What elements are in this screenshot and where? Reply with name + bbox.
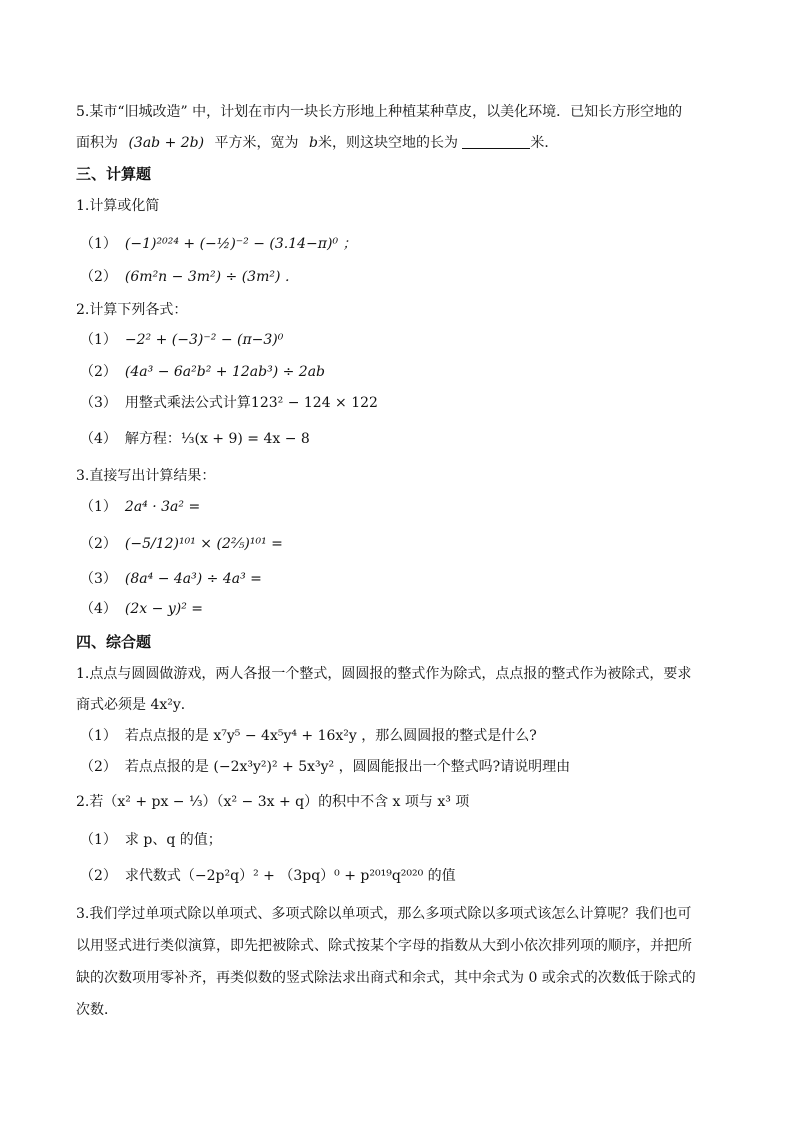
item-expr: −2² + (−3)⁻² − (π−3)⁰ [124,332,284,348]
s3-p3-item2 [80,534,283,554]
s3-p1-title: 1.计算或化简 [76,198,160,214]
s4-p2-item2 [80,866,456,886]
q5-text-d: 米． [530,135,559,151]
item-expr: (6m²n − 3m²) ÷ (3m²) ． [124,269,299,285]
item-expr: 解方程：⅓(x + 9) = 4x − 8 [124,431,310,447]
q5-line2 [76,133,558,153]
s3-p3-item3 [80,569,262,589]
section4-heading: 四、综合题 [76,633,152,651]
q5-text-b: 平方米，宽为 [214,135,299,151]
item-label: （2） [80,536,117,552]
item-label: （1） [80,832,117,848]
item-label: （4） [80,601,117,617]
s3-p3-title: 3.直接写出计算结果： [76,468,216,484]
item-label: （4） [80,431,117,447]
s4-p3-line3: 缺的次数项用零补齐，再类似数的竖式除法求出商式和余式，其中余式为 0 或余式的次数低于除式的 [76,970,696,986]
s3-p2-item1 [80,330,283,350]
s4-p3-line2: 以用竖式进行类似演算，即先把被除式、除式按某个字母的指数从大到小依次排列项的顺序，并把所 [76,938,692,954]
q5-area-expr: (3ab + 2b) [128,135,205,151]
item-expr: (8a⁴ − 4a³) ÷ 4a³ = [124,571,262,587]
item-label: （1） [80,332,117,348]
s3-p1-item2 [80,267,299,287]
s4-p1-line2: 商式必须是 4x²y． [76,697,195,713]
item-label: （1） [80,499,117,515]
s3-p2-item4 [80,429,310,449]
s3-p2-title: 2.计算下列各式： [76,302,188,318]
s3-p3-item1 [80,497,200,517]
item-expr: 求代数式（−2p²q）² + （3pq）⁰ + p²⁰¹⁹q²⁰²⁰ 的值 [124,868,456,884]
item-expr: 求 p、q 的值； [124,832,222,848]
s4-p3-line1: 3.我们学过单项式除以单项式、多项式除以单项式，那么多项式除以多项式该怎么计算呢？我们也可 [76,906,692,922]
item-expr: 2a⁴ · 3a² = [124,499,201,515]
q5-line1: 5.某市“旧城改造” 中，计划在市内一块长方形地上种植某种草皮，以美化环境．已知长方形空地的 [76,104,683,120]
item-label: （2） [80,759,117,775]
item-label: （1） [80,236,117,252]
item-expr: 若点点报的是 (−2x³y²)² + 5x³y² ，圆圆能报出一个整式吗?请说明理由 [124,759,571,775]
s4-p2-item1 [80,830,222,850]
item-expr: (4a³ − 6a²b² + 12ab³) ÷ 2ab [124,364,325,380]
item-expr: 用整式乘法公式计算123² − 124 × 122 [124,395,378,411]
s3-p1-item1 [80,234,357,254]
item-label: （2） [80,269,117,285]
section3-heading: 三、计算题 [76,165,152,183]
item-label: （2） [80,364,117,380]
s4-p1-line1: 1.点点与圆圆做游戏，两人各报一个整式，圆圆报的整式作为除式，点点报的整式作为被除式，要求 [76,666,692,682]
s4-p2-line1: 2.若（x² + px − ⅓）（x² − 3x + q）的积中不含 x 项与 x³ 项 [76,794,470,810]
s3-p3-item4 [80,599,203,619]
item-expr: 若点点报的是 x⁷y⁵ − 4x⁵y⁴ + 16x²y ，那么圆圆报的整式是什么? [124,728,537,744]
item-expr: (−1)²⁰²⁴ + (−½)⁻² − (3.14−π)⁰ ； [124,236,357,252]
s4-p1-item1 [80,726,537,746]
s3-p2-item3 [80,393,378,413]
item-expr: (2x − y)² = [124,601,203,617]
item-label: （1） [80,728,117,744]
s3-p2-item2 [80,362,325,382]
item-expr: (−5/12)¹⁰¹ × (2⅖)¹⁰¹ = [124,536,283,552]
item-label: （3） [80,395,117,411]
q5-text-c: 米，则这块空地的长为 [317,135,458,151]
answer-blank [462,134,530,149]
q5-text-a: 面积为 [76,135,118,151]
s4-p3-line4: 次数． [76,1002,118,1018]
s4-p1-item2 [80,757,570,777]
item-label: （2） [80,868,117,884]
q5-width-var: b [309,135,318,151]
item-label: （3） [80,571,117,587]
